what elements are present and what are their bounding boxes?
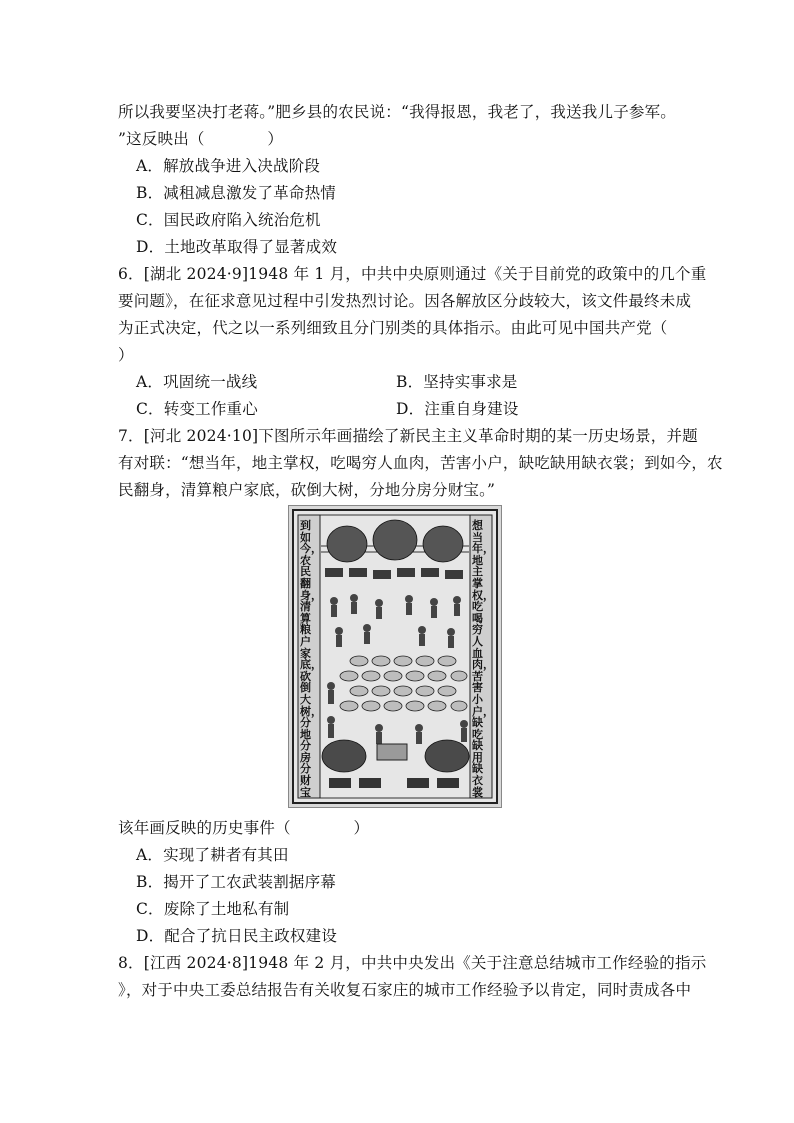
q5-option-c: C．国民政府陷入统治危机: [136, 211, 321, 229]
q5-option-b: B．减租减息激发了革命热情: [136, 184, 336, 202]
q7-stem-line-3: 民翻身，清算粮户家底，砍倒大树，分地分房分财宝。”: [118, 481, 496, 499]
woodcut-right-couplet: 想当年，地主掌权，吃喝穷人血肉，苦害小户，缺吃缺用缺衣裳: [472, 519, 494, 799]
q6-stem-line-1: 6．[湖北 2024·9]1948 年 1 月，中共中央原则通过《关于目前党的政策中的几个重: [118, 265, 707, 283]
q7-option-d: D．配合了抗日民主政权建设: [136, 927, 338, 945]
q7-option-a: A．实现了耕者有其田: [136, 846, 289, 864]
q7-stem-line-2: 有对联：“想当年，地主掌权，吃喝穷人血肉，苦害小户，缺吃缺用缺衣裳；到如今，农: [118, 454, 723, 472]
q5-option-d: D．土地改革取得了显著成效: [136, 238, 338, 256]
q5-stem-line-1: 所以我要坚决打老蒋。”肥乡县的农民说：“我得报恩，我老了，我送我儿子参军。: [118, 103, 677, 121]
q7-question: 该年画反映的历史事件（ ）: [118, 819, 370, 837]
q7-stem-line-1: 7．[河北 2024·10]下图所示年画描绘了新民主主义革命时期的某一历史场景，并题: [118, 427, 698, 445]
q6-option-b: B．坚持实事求是: [396, 373, 518, 391]
q6-stem-line-4: ）: [118, 346, 134, 364]
q6-option-a: A．巩固统一战线: [136, 373, 258, 391]
q8-stem-line-2: 》，对于中央工委总结报告有关收复石家庄的城市工作经验予以肯定，同时责成各中: [118, 981, 692, 999]
q5-stem-line-2: ”这反映出（ ）: [118, 130, 284, 148]
q7-option-b: B．揭开了工农武装割据序幕: [136, 873, 336, 891]
q5-option-a: A．解放战争进入决战阶段: [136, 157, 321, 175]
woodcut-left-couplet: 到如今，农民翻身，清算粮户家底，砍倒大树，分地分房分财宝: [300, 519, 322, 799]
q6-option-d: D．注重自身建设: [396, 400, 519, 418]
q6-stem-line-2: 要问题》，在征求意见过程中引发热烈讨论。因各解放区分歧较大，该文件最终未成: [118, 292, 692, 310]
q6-stem-line-3: 为正式决定，代之以一系列细致且分门别类的具体指示。由此可见中国共产党（: [118, 319, 668, 337]
q6-option-c: C．转变工作重心: [136, 400, 258, 418]
new-year-woodcut-image: [288, 505, 502, 808]
q7-option-c: C．废除了土地私有制: [136, 900, 290, 918]
q8-stem-line-1: 8．[江西 2024·8]1948 年 2 月，中共中央发出《关于注意总结城市工作经验的指示: [118, 954, 707, 972]
